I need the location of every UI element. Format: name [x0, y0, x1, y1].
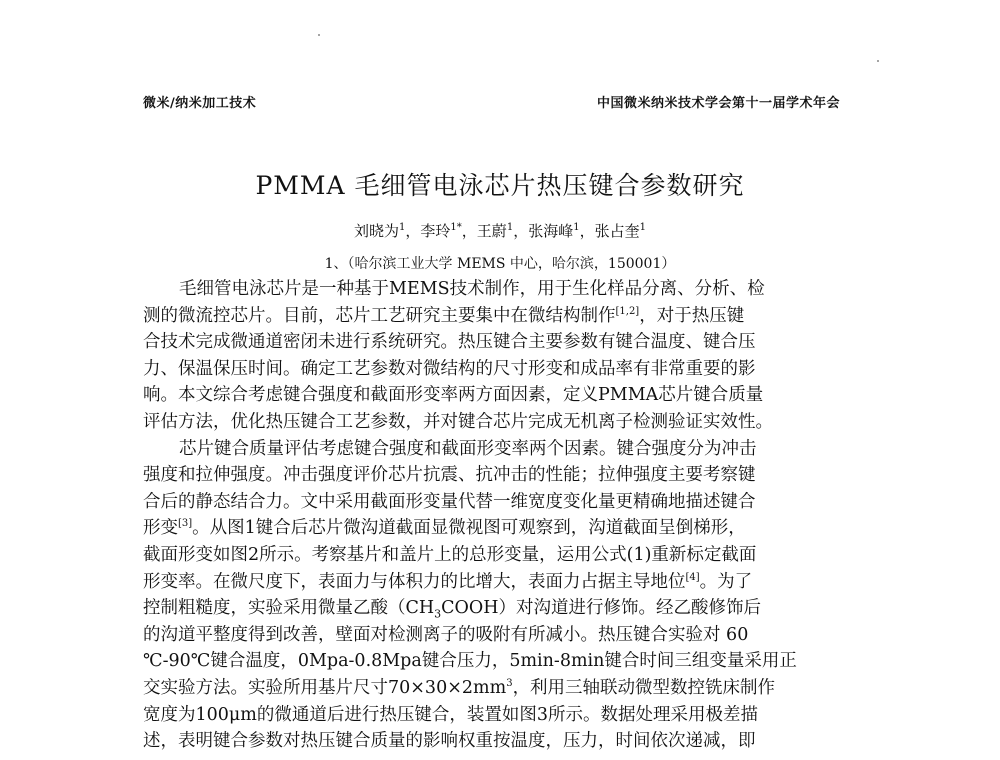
citation: [4] [685, 571, 700, 583]
text-run: 芯片键合质量评估考虑键合强度和截面形变率两个因素。键合强度分为冲击 [179, 438, 757, 459]
author-separator: ， [461, 222, 477, 240]
text-line [143, 515, 858, 542]
author-list [0, 220, 1000, 241]
citation: [1,2] [615, 305, 640, 317]
text-run: 响。本文综合考虑键合强度和截面形变率两方面因素，定义PMMA芯片键合质量 [143, 385, 764, 406]
text-run: ℃-90℃键合温度，0Mpa-0.8Mpa键合压力，5min-8min键合时间三组变量采用正 [143, 651, 797, 672]
author-separator: ， [579, 222, 595, 240]
text-run: 的沟道平整度得到改善，壁面对检测离子的吸附有所减小。热压键合实验对 60 [143, 624, 749, 645]
running-header-left: 微米/纳米加工技术 [143, 96, 257, 111]
scan-speck [318, 34, 320, 36]
text-run: 宽度为100μm的微通道后进行热压键合，装置如图3所示。数据处理采用极差描 [143, 704, 759, 725]
text-line [143, 436, 858, 463]
text-run: 形变率。在微尺度下，表面力与体积力的比增大，表面力占据主导地位 [143, 571, 686, 592]
scan-speck [877, 60, 879, 62]
text-run: 述，表明键合参数对热压键合质量的影响权重按温度，压力，时间依次递减，即 [143, 731, 756, 752]
text-line [143, 569, 858, 596]
text-run: ，对于热压键 [639, 305, 745, 326]
text-line [143, 276, 858, 303]
subscript: 3 [434, 607, 442, 621]
text-line [143, 489, 858, 516]
author [477, 222, 513, 240]
text-run: 。从图1键合后芯片微沟道截面显微视图可观察到，沟道截面呈倒梯形， [192, 518, 746, 539]
text-run: 合后的静态结合力。文中采用截面形变量代替一维宽度变化量更精确地描述键合 [143, 491, 756, 512]
author-name: 张占奎 [594, 222, 640, 240]
author [528, 222, 579, 240]
author [595, 222, 646, 240]
text-run: 形变 [143, 518, 178, 539]
text-line [143, 595, 858, 622]
text-line [143, 409, 858, 436]
text-line [143, 542, 858, 569]
author-affiliation-mark: 1 [506, 222, 514, 233]
superscript: 3 [506, 678, 513, 690]
text-run: 交实验方法。实验所用基片尺寸70×30×2mm [143, 677, 507, 698]
text-run: 强度和拉伸强度。冲击强度评价芯片抗震、抗冲击的性能；拉伸强度主要考察键 [143, 465, 756, 486]
text-run: 测的微流控芯片。目前，芯片工艺研究主要集中在微结构制作 [143, 305, 616, 326]
text-run: COOH）对沟道进行修饰。经乙酸修饰后 [441, 598, 762, 619]
text-run: ，利用三轴联动微型数控铣床制作 [512, 677, 776, 698]
text-line [143, 648, 858, 675]
text-run: 力、保温保压时间。确定工艺参数对微结构的尺寸形变和成品率有非常重要的影 [143, 358, 756, 379]
text-line [143, 382, 858, 409]
abstract-body [143, 276, 858, 755]
author-name: 张海峰 [528, 222, 574, 240]
author [354, 222, 405, 240]
text-line [143, 462, 858, 489]
author-separator: ， [405, 222, 421, 240]
affiliation: 1、（哈尔滨工业大学 MEMS 中心，哈尔滨，150001） [324, 256, 676, 272]
text-line [143, 356, 858, 383]
author [420, 222, 461, 240]
text-run: 。为了 [699, 571, 753, 592]
text-line [143, 728, 858, 755]
author-affiliation-mark: 1 [399, 222, 406, 233]
author-affiliation-mark: 1 [573, 222, 580, 233]
text-run: 截面形变如图2所示。考察基片和盖片上的总形变量，运用公式(1)重新标定截面 [143, 544, 757, 565]
text-line [143, 303, 858, 330]
text-line [143, 622, 858, 649]
author-separator: ， [513, 222, 529, 240]
author-name: 刘晓为 [353, 222, 399, 240]
author-affiliation-mark: 1 [639, 222, 646, 233]
author-name: 王蔚 [476, 222, 507, 240]
author-affiliation-mark: 1* [450, 222, 462, 233]
text-line [143, 675, 858, 702]
text-run: 评估方法，优化热压键合工艺参数，并对键合芯片完成无机离子检测验证实效性。 [143, 411, 773, 432]
text-line [143, 702, 858, 729]
paper-title: PMMA 毛细管电泳芯片热压键合参数研究 [255, 171, 745, 200]
citation: [3] [178, 518, 193, 530]
text-line [143, 329, 858, 356]
text-run: 合技术完成微通道密闭未进行系统研究。热压键合主要参数有键合温度、键合压 [143, 332, 756, 353]
running-header-right: 中国微米纳米技术学会第十一届学术年会 [596, 96, 840, 111]
text-run: 控制粗糙度，实验采用微量乙酸（CH [143, 598, 435, 619]
author-name: 李玲 [420, 222, 451, 240]
text-run: 毛细管电泳芯片是一种基于MEMS技术制作，用于生化样品分离、分析、检 [179, 279, 765, 299]
